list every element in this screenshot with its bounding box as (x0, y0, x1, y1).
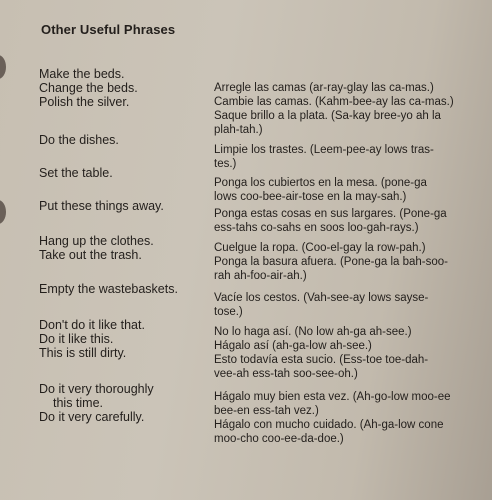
english-phrase-group (39, 133, 119, 147)
spanish-translation: Cuelgue la ropa. (Coo-el-gay la row-pah.) (214, 242, 426, 254)
spanish-translation-group (214, 390, 482, 446)
spanish-translation: ess-tahs co-sahs en soos loo-gah-rays.) (214, 222, 419, 234)
english-phrase-group (39, 282, 178, 296)
spanish-translation: No lo haga así. (No low ah-ga ah-see.) (214, 326, 412, 338)
english-phrase-group (39, 166, 113, 180)
spanish-translation: tose.) (214, 306, 243, 318)
english-phrase: Put these things away. (39, 199, 164, 213)
english-phrase-group (39, 67, 138, 109)
binding-hole (0, 200, 6, 224)
spanish-translation: Arregle las camas (ar-ray-glay las ca-mas.) (214, 82, 434, 94)
english-phrase: Do it like this. (39, 332, 114, 346)
english-phrase: Take out the trash. (39, 248, 142, 262)
spanish-translation: Cambie las camas. (Kahm-bee-ay las ca-mas.) (214, 96, 454, 108)
spanish-translation: moo-cho coo-ee-da-doe.) (214, 433, 344, 445)
english-phrase-group (39, 199, 164, 213)
english-phrase: Do it very thoroughly (39, 382, 154, 396)
english-phrase: Make the beds. (39, 67, 125, 81)
english-phrase: Polish the silver. (39, 95, 130, 109)
spanish-translation: bee-en ess-tah vez.) (214, 405, 319, 417)
spanish-translation-group (214, 176, 482, 204)
spanish-translation-group (214, 325, 482, 381)
spanish-translation: rah ah-foo-air-ah.) (214, 270, 307, 282)
english-phrase-group (39, 382, 154, 424)
spanish-translation: Hágalo así (ah-ga-low ah-see.) (214, 340, 372, 352)
binding-hole (0, 55, 6, 79)
spanish-translation: tes.) (214, 158, 237, 170)
english-phrase-group (39, 234, 154, 262)
spanish-translation: Ponga la basura afuera. (Ponе-ga la bah-soo- (214, 256, 448, 268)
spanish-translation: lows coo-bee-air-tose en la may-sah.) (214, 191, 407, 203)
spanish-translation: Ponga los cubiertos en la mesa. (pone-ga (214, 177, 427, 189)
english-phrase: Hang up the clothes. (39, 234, 154, 248)
english-phrase: this time. (53, 396, 104, 410)
english-phrase: Change the beds. (39, 81, 138, 95)
spanish-translation-group (214, 291, 482, 319)
spanish-translation-group (214, 81, 482, 137)
spanish-translation: Hágalo con mucho cuidado. (Ah-ga-low cone (214, 419, 444, 431)
spanish-translation: vee-ah ess-tah soo-see-oh.) (214, 368, 358, 380)
english-phrase: Don't do it like that. (39, 318, 145, 332)
english-phrase: Do the dishes. (39, 133, 119, 147)
spanish-translation-group (214, 241, 482, 283)
spanish-translation: Vacíe los cestos. (Vah-see-ay lows sayse- (214, 292, 429, 304)
english-phrase: Do it very carefully. (39, 410, 145, 424)
english-phrase: This is still dirty. (39, 346, 127, 360)
english-phrase: Set the table. (39, 166, 113, 180)
spanish-translation: Limpie los trastes. (Leem-pee-ay lows tras- (214, 144, 434, 156)
spanish-translation: Saque brillo a la plata. (Sa-kay bree-yo ah la (214, 110, 441, 122)
spanish-translation: Esto todavía esta sucio. (Ess-toe toe-dah- (214, 354, 429, 366)
spanish-translation: plah-tah.) (214, 124, 263, 136)
english-phrase: Empty the wastebaskets. (39, 282, 178, 296)
english-phrase-group (39, 318, 145, 360)
spanish-translation-group (214, 207, 482, 235)
spanish-translation-group (214, 143, 482, 171)
spanish-translation: Hágalo muy bien esta vez. (Ah-go-low moo-ee (214, 391, 451, 403)
spanish-translation: Ponga estas cosas en sus largares. (Pone-ga (214, 208, 447, 220)
section-heading: Other Useful Phrases (41, 22, 176, 37)
